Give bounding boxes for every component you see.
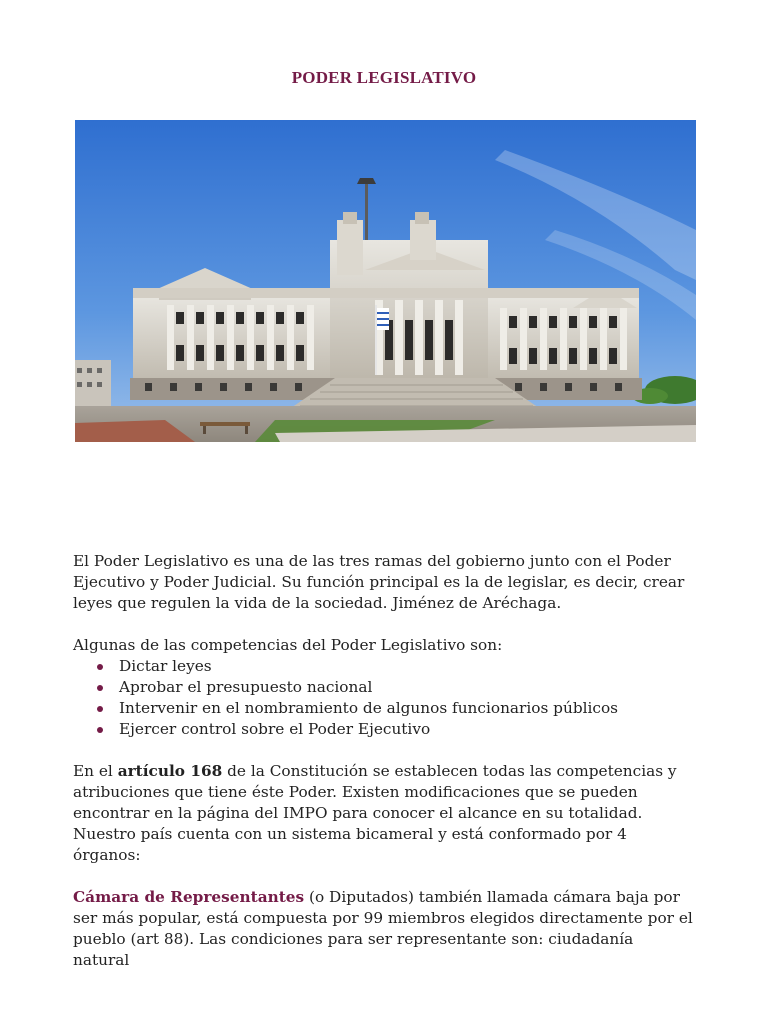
competencias-list [73, 656, 693, 740]
list-item: Ejercer control sobre el Poder Ejecutivo [73, 719, 693, 740]
chamber-paragraph: Cámara de Representantes (o Diputados) también llamada cámara baja por ser más popular, está compuesta por 99 miembros elegidos directamente por el pueblo (art 88). Las condiciones para ser representante son: ciudadanía natural [73, 888, 693, 969]
competencias-intro: Algunas de las competencias del Poder Legislativo son: [73, 636, 503, 654]
bullet-icon [97, 727, 103, 733]
intro-paragraph: El Poder Legislativo es una de las tres ramas del gobierno junto con el Poder Ejecutivo y Poder Judicial. Su función principal es la de legislar, es decir, crear leyes que regulen la vida de la sociedad. Jiménez de Aréchaga. [73, 552, 685, 612]
list-item: Aprobar el presupuesto nacional [73, 677, 693, 698]
legislative-palace-photo [75, 120, 696, 442]
list-item: Dictar leyes [73, 656, 693, 677]
list-item: Intervenir en el nombramiento de algunos funcionarios públicos [73, 698, 693, 719]
document-body [73, 551, 693, 992]
bullet-icon [97, 664, 103, 670]
chamber-heading: Cámara de Representantes [73, 888, 305, 906]
page-title: PODER LEGISLATIVO [291, 68, 477, 87]
article-paragraph: En el artículo 168 de la Constitución se establecen todas las competencias y atribuciones que tiene éste Poder. Existen modificaciones que se pueden encontrar en la página del IMPO para conocer el alcance en su totalidad. Nuestro país cuenta con un sistema bicameral y está conformado por 4 órganos: [73, 762, 677, 864]
article-reference: artículo 168 [117, 762, 223, 780]
bullet-icon [97, 685, 103, 691]
bullet-icon [97, 706, 103, 712]
